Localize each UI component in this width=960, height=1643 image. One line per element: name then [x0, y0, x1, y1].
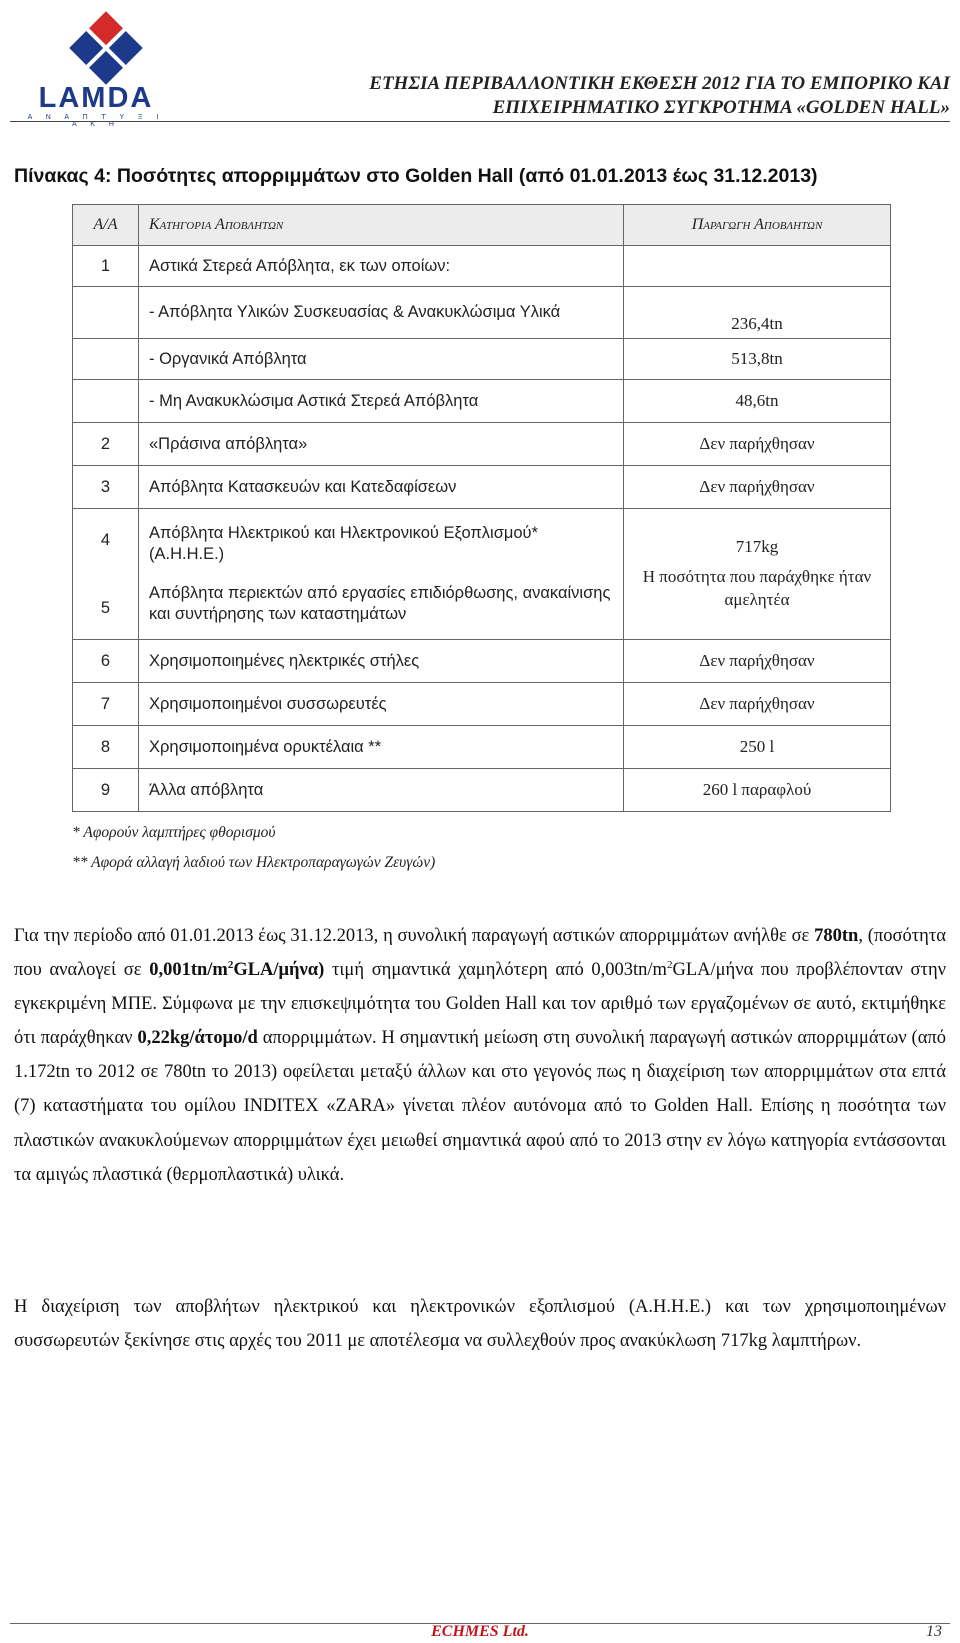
row-number: [73, 380, 139, 423]
logo-subtext: Α Ν Α Π Τ Υ Ξ Ι Α Κ Η: [27, 114, 165, 128]
footer-company: ECHMES Ltd.: [431, 1623, 529, 1640]
header-category: Κατηγορια Αποβλητων: [139, 205, 624, 246]
row-number: 5: [100, 599, 111, 617]
row-category: Άλλα απόβλητα: [139, 769, 624, 812]
row-number: 3: [73, 466, 139, 509]
row-category: «Πράσινα απόβλητα»: [139, 423, 624, 466]
text-run: Για την περίοδο από 01.01.2013 έως 31.12.2013, η συνολική παραγωγή αστικών απορριμμάτων ανήλθε σε: [14, 926, 815, 946]
row-value: 260 l παραφλού: [624, 769, 891, 812]
superscript: 2: [666, 958, 673, 971]
page-number: 13: [926, 1623, 942, 1640]
bold-text: [149, 960, 324, 980]
row-number: 7: [73, 683, 139, 726]
row-number: [73, 339, 139, 380]
footnote: ** Αφορά αλλαγή λαδιού των Ηλεκτροπαραγωγών Ζευγών): [72, 854, 436, 871]
row-value: Η ποσότητα που παράχθηκε ήταν αμελητέα: [642, 567, 872, 609]
row-value: Δεν παρήχθησαν: [624, 423, 891, 466]
text-run: , (ποσότητα που αναλογεί σε: [14, 926, 946, 981]
row-value: 717kg: [735, 537, 779, 556]
row-number: 2: [73, 423, 139, 466]
table-row: [73, 683, 891, 726]
row-category: Χρησιμοποιημένα ορυκτέλαια **: [139, 726, 624, 769]
text-run: GLA/μήνα): [233, 960, 325, 981]
row-category: Απόβλητα περιεκτών από εργασίες επιδιόρθωσης, ανακαίνισης και συντήρησης των καταστημάτων: [149, 584, 611, 623]
text-run: τιμή σημαντικά χαμηλότερη από 0,003tn/m: [324, 960, 667, 981]
row-value: 513,8tn: [624, 339, 891, 380]
table-row: [73, 640, 891, 683]
table-row: [73, 339, 891, 380]
lamda-logo: [26, 6, 166, 128]
row-category: Αστικά Στερεά Απόβλητα, εκ των οποίων:: [139, 246, 624, 287]
superscript: 2: [227, 958, 234, 971]
row-number: 6: [73, 640, 139, 683]
text-run: GLA/μήνα που προβλέπονταν στην εγκεκριμένη ΜΠΕ. Σύμφωνα με την επισκεψιμότητα του Golden Hall και τον αριθμό των εργαζομένων σε αυτό, εκτιμήθηκε ότι παράχθηκαν: [14, 960, 946, 1049]
table-row: [73, 287, 891, 339]
waste-quantities-table: [72, 204, 891, 812]
row-subcategory: - Απόβλητα Υλικών Συσκευασίας & Ανακυκλώσιμα Υλικά: [139, 287, 624, 339]
table-row: [73, 769, 891, 812]
header-production: Παραγωγη Αποβλητων: [624, 205, 891, 246]
bold-text: 780tn: [814, 926, 859, 946]
table-row: [73, 423, 891, 466]
header-no: Α/Α: [73, 205, 139, 246]
row-category: Απόβλητα Κατασκευών και Κατεδαφίσεων: [139, 466, 624, 509]
table-row: [73, 246, 891, 287]
row-category: Χρησιμοποιημένες ηλεκτρικές στήλες: [139, 640, 624, 683]
bold-text: 0,22kg/άτομο/d: [137, 1028, 258, 1049]
row-value: 48,6tn: [624, 380, 891, 423]
row-number: [73, 287, 139, 339]
text-run: απορριμμάτων. Η σημαντική μείωση στη συνολική παραγωγή αστικών απορριμμάτων (από 1.172tn το 2012 σε 780tn το 2013) οφείλεται μεταξύ άλλων και στο γεγονός πως η διαχείριση των απορριμμάτων στα επτά (7) καταστήματα του ομίλου INDITEX «ZARA» γίνεται πλέον αυτόνομα από το Golden Hall. Επίσης η ποσότητα των πλαστικών ανακυκλούμενων απορριμμάτων έχει μειωθεί σημαντικά αφού από το 2013 στην εν λόγω κατηγορία εντάσσονται τα αμιγώς πλαστικά (θερμοπλαστικά) υλικά.: [14, 1028, 946, 1185]
report-title-line2: ΕΠΙΧΕΙΡΗΜΑΤΙΚΟ ΣΥΓΚΡΟΤΗΜΑ «GOLDEN HALL»: [492, 97, 950, 118]
table-row: [73, 466, 891, 509]
page-header: [0, 0, 960, 128]
table-row: [73, 380, 891, 423]
table-header-row: [73, 205, 891, 246]
row-category: Χρησιμοποιημένοι συσσωρευτές: [139, 683, 624, 726]
row-number-group: [73, 509, 139, 640]
report-title: [230, 72, 950, 120]
row-number: 9: [73, 769, 139, 812]
table-title: Πίνακας 4: Ποσότητες απορριμμάτων στο Golden Hall (από 01.01.2013 έως 31.12.2013): [14, 165, 818, 187]
row-value: 236,4tn: [624, 287, 891, 339]
row-value: 250 l: [624, 726, 891, 769]
row-subcategory: - Οργανικά Απόβλητα: [139, 339, 624, 380]
row-subcategory: - Μη Ανακυκλώσιμα Αστικά Στερεά Απόβλητα: [139, 380, 624, 423]
header-divider: [10, 121, 950, 122]
lamda-diamonds-icon: [64, 6, 148, 90]
row-value: [624, 246, 891, 287]
table-row: [73, 726, 891, 769]
row-value: Δεν παρήχθησαν: [624, 683, 891, 726]
table-row: [73, 509, 891, 640]
row-number: 1: [73, 246, 139, 287]
row-value-group: [624, 509, 891, 640]
body-paragraph: Η διαχείριση των αποβλήτων ηλεκτρικού και ηλεκτρονικών εξοπλισμού (Α.Η.Η.Ε.) και των χρησιμοποιημένων συσσωρευτών ξεκίνησε στις αρχές του 2011 με αποτέλεσμα να συλλεχθούν προς ανακύκλωση 717kg λαμπτήρων.: [14, 1297, 946, 1352]
report-title-line1: ΕΤΗΣΙΑ ΠΕΡΙΒΑΛΛΟΝΤΙΚΗ ΕΚΘΕΣΗ 2012 ΓΙΑ ΤΟ ΕΜΠΟΡΙΚΟ ΚΑΙ: [369, 73, 950, 94]
row-number: 4: [100, 531, 111, 549]
row-value: Δεν παρήχθησαν: [624, 466, 891, 509]
row-value: Δεν παρήχθησαν: [624, 640, 891, 683]
row-category: Απόβλητα Ηλεκτρικού και Ηλεκτρονικού Εξοπλισμού* (Α.Η.Η.Ε.): [149, 524, 539, 563]
footnote: * Αφορούν λαμπτήρες φθορισμού: [72, 824, 276, 841]
row-number: 8: [73, 726, 139, 769]
row-category-group: [139, 509, 624, 640]
text-run: 0,001tn/m: [149, 960, 228, 981]
body-paragraph: [14, 919, 946, 1192]
logo-wordmark: LAMDA: [38, 82, 154, 114]
